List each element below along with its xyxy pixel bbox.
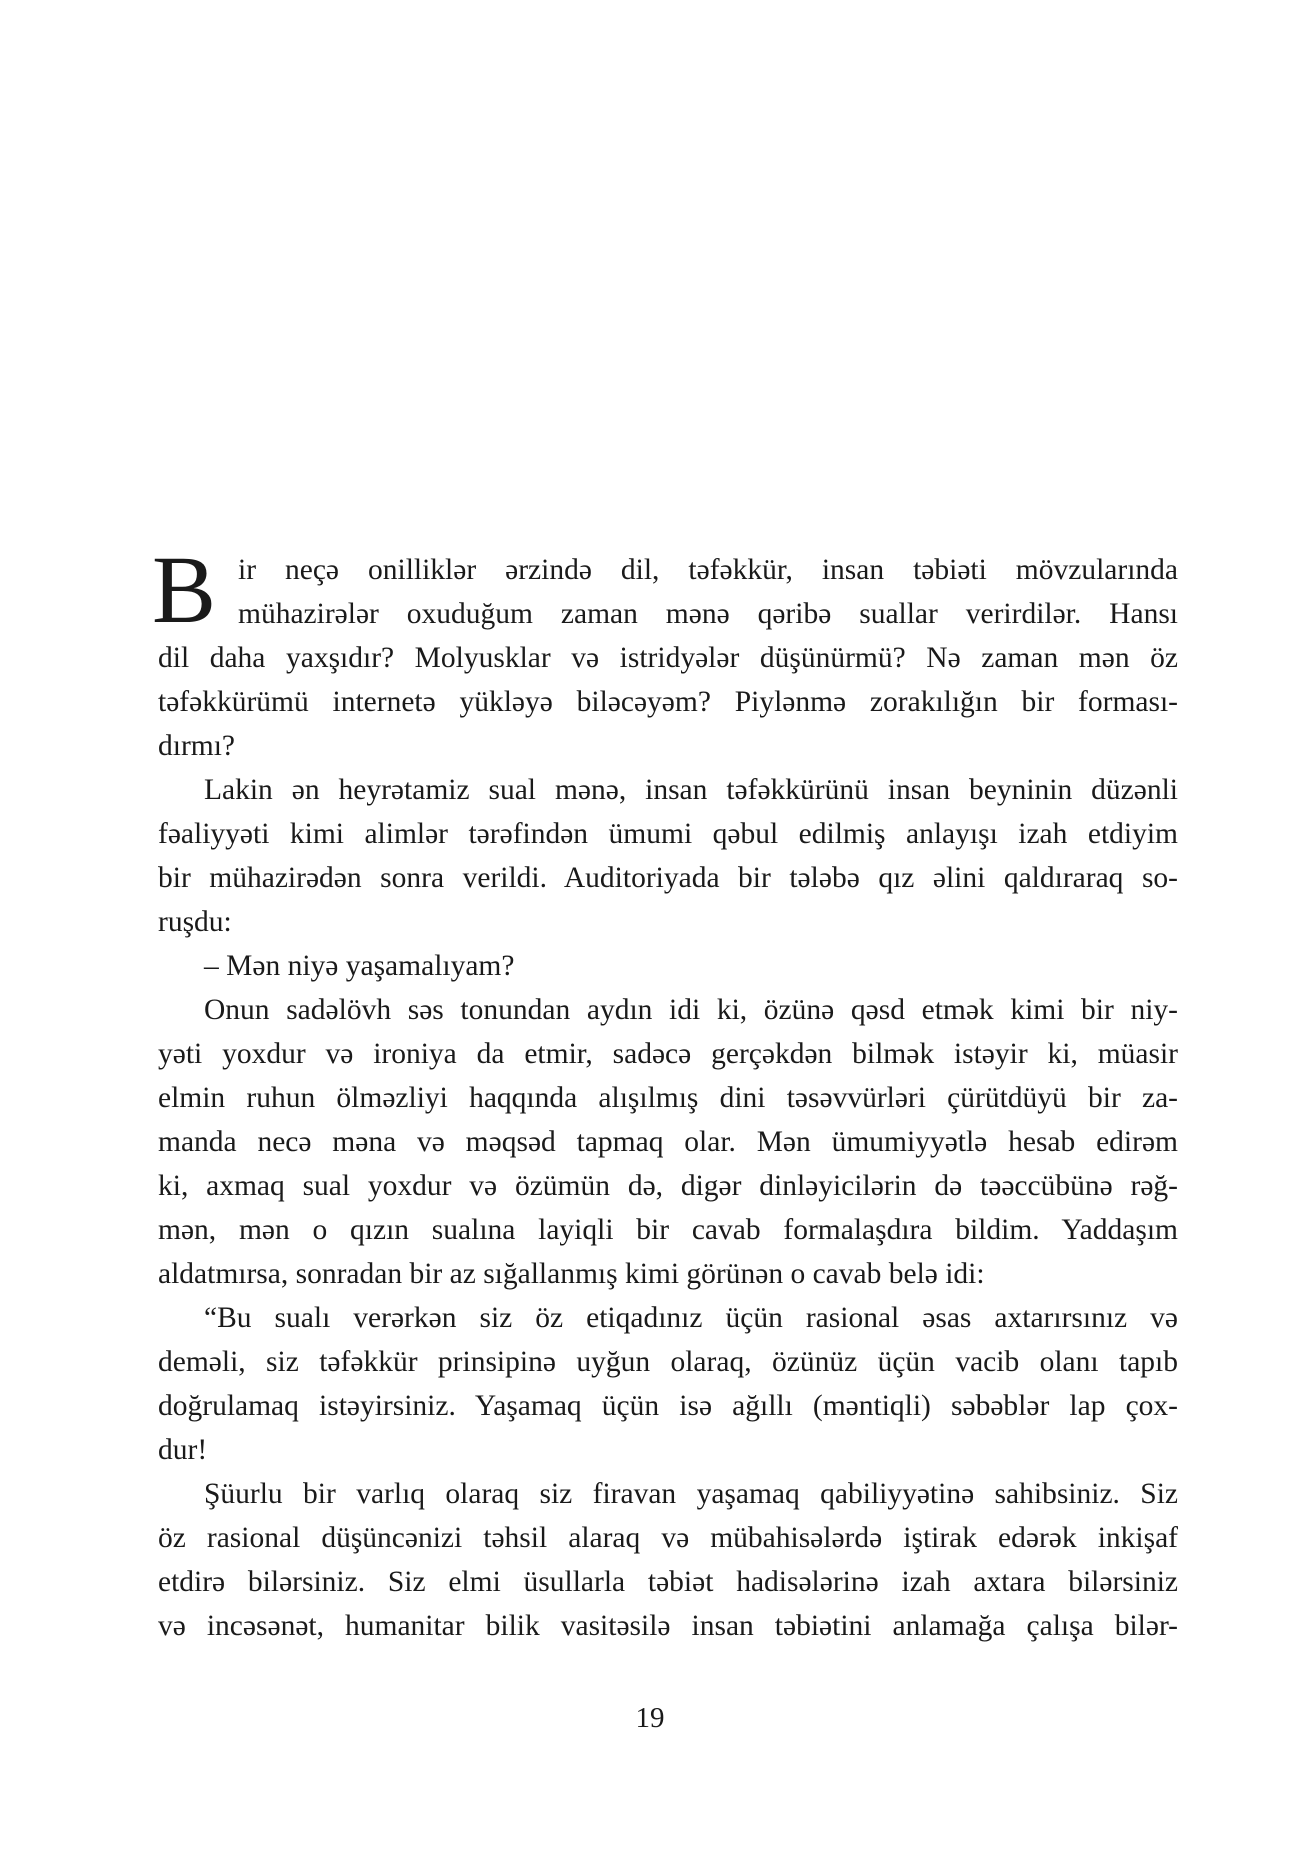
text-line: Lakin ən heyrətamiz sual mənə, insan təfəkkürünü insan beyninin düzənli	[204, 774, 1178, 806]
paragraph-5	[158, 1296, 1178, 1472]
text-line: bir mühazirədən sonra verildi. Auditoriyada bir tələbə qız əlini qaldıraraq so-	[158, 862, 1178, 894]
drop-cap: B	[152, 536, 217, 643]
text-line: təfəkkürümü internetə yükləyə biləcəyəm? Piylənmə zorakılığın bir forması-	[158, 686, 1178, 718]
text-line: aldatmırsa, sonradan bir az sığallanmış kimi görünən o cavab belə idi:	[158, 1258, 985, 1290]
text-line: dur!	[158, 1434, 208, 1466]
text-line: fəaliyyəti kimi alimlər tərəfindən ümumi qəbul edilmiş anlayışı izah etdiyim	[158, 818, 1178, 850]
text-line: mühazirələr oxuduğum zaman mənə qəribə suallar verirdilər. Hansı	[238, 598, 1178, 630]
page-body	[152, 536, 1178, 1648]
paragraph-2	[158, 768, 1178, 944]
text-line: dil daha yaxşıdır? Molyusklar və istridyələr düşünürmü? Nə zaman mən öz	[158, 642, 1178, 674]
paragraph-6	[158, 1472, 1178, 1648]
paragraph-1	[158, 548, 1178, 768]
text-line: Onun sadəlövh səs tonundan aydın idi ki, özünə qəsd etmək kimi bir niy-	[204, 994, 1178, 1026]
text-line: öz rasional düşüncənizi təhsil alaraq və mübahisələrdə iştirak edərək inkişaf	[158, 1522, 1178, 1554]
text-line: ir neçə onilliklər ərzində dil, təfəkkür, insan təbiəti mövzularında	[238, 554, 1178, 586]
text-line: Şüurlu bir varlıq olaraq siz firavan yaşamaq qabiliyyətinə sahibsiniz. Siz	[204, 1478, 1178, 1510]
text-line: “Bu sualı verərkən siz öz etiqadınız üçün rasional əsas axtarırsınız və	[204, 1302, 1178, 1334]
page-number: 19	[635, 1702, 665, 1734]
text-line: ki, axmaq sual yoxdur və özümün də, digər dinləyicilərin də təəccübünə rəğ-	[158, 1170, 1178, 1202]
text-line: – Mən niyə yaşamalıyam?	[204, 950, 515, 982]
text-line: mən, mən o qızın sualına layiqli bir cavab formalaşdıra bildim. Yaddaşım	[158, 1214, 1178, 1246]
text-line: doğrulamaq istəyirsiniz. Yaşamaq üçün isə ağıllı (məntiqli) səbəblər lap çox-	[158, 1390, 1178, 1422]
text-line: etdirə bilərsiniz. Siz elmi üsullarla təbiət hadisələrinə izah axtara bilərsiniz	[158, 1566, 1178, 1598]
paragraph-4	[158, 988, 1178, 1296]
text-line: və incəsənət, humanitar bilik vasitəsilə insan təbiətini anlamağa çalışa bilər-	[158, 1610, 1178, 1642]
text-line: elmin ruhun ölməzliyi haqqında alışılmış dini təsəvvürləri çürütdüyü bir za-	[158, 1082, 1178, 1114]
text-line: manda necə məna və məqsəd tapmaq olar. Mən ümumiyyətlə hesab edirəm	[158, 1126, 1178, 1158]
text-line: ruşdu:	[158, 906, 232, 938]
text-line: deməli, siz təfəkkür prinsipinə uyğun olaraq, özünüz üçün vacib olanı tapıb	[158, 1346, 1178, 1378]
paragraph-3	[158, 944, 1178, 988]
text-line: yəti yoxdur və ironiya da etmir, sadəcə gerçəkdən bilmək istəyir ki, müasir	[158, 1038, 1178, 1070]
text-line: dırmı?	[158, 730, 236, 762]
